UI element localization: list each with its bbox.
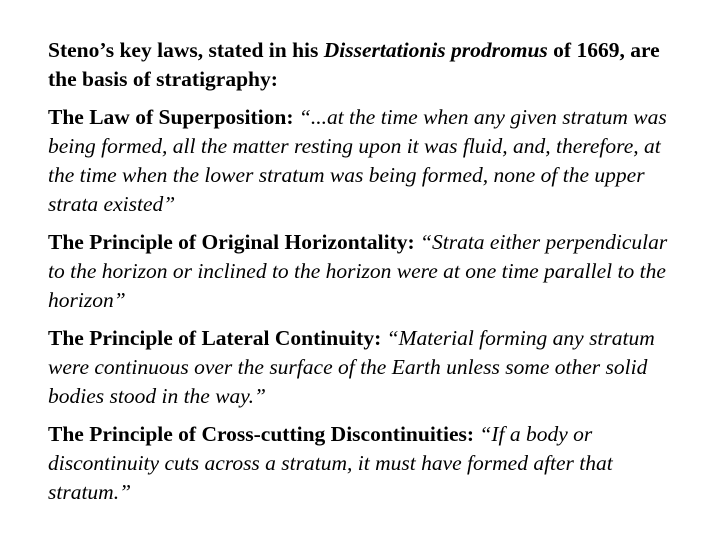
law-lateral-continuity (48, 324, 688, 411)
intro-paragraph (48, 36, 688, 94)
law-original-horizontality (48, 228, 688, 315)
law-quote: “Material forming any stratum were continuous over the surface of the Earth unless some other solid bodies stood in the way.” (48, 326, 655, 408)
law-name: The Law of Superposition: (48, 105, 294, 129)
law-name: The Principle of Cross-cutting Discontinuities: (48, 422, 475, 446)
intro-title: Dissertationis prodromus (323, 38, 548, 62)
law-quote: “If a body or discontinuity cuts across a stratum, it must have formed after that stratum.” (48, 422, 613, 504)
law-quote: “...at the time when any given stratum was being formed, all the matter resting upon it was fluid, and, therefore, at the time when the lower stratum was being formed, none of the upper strata existed” (48, 105, 667, 216)
intro-text-after: of 1669, are the basis of stratigraphy: (48, 38, 660, 91)
intro-text-before: Steno’s key laws, stated in his (48, 38, 324, 62)
law-quote: “Strata either perpendicular to the horizon or inclined to the horizon were at one time parallel to the horizon” (48, 230, 668, 312)
law-cross-cutting-discontinuities (48, 420, 688, 507)
law-name: The Principle of Original Horizontality: (48, 230, 415, 254)
slide-content (48, 36, 688, 507)
law-superposition (48, 103, 688, 219)
law-name: The Principle of Lateral Continuity: (48, 326, 382, 350)
